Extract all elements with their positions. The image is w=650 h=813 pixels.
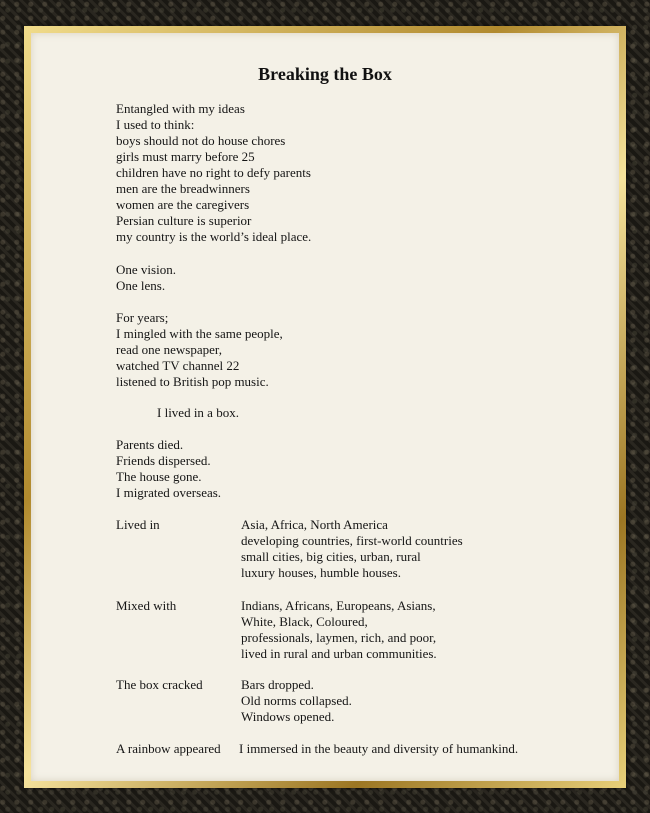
rainbow-label: A rainbow appeared — [116, 741, 221, 756]
poem-line: girls must marry before 25 — [116, 149, 255, 164]
poem-line: One vision. — [116, 262, 176, 277]
poem-line: Entangled with my ideas — [116, 101, 245, 116]
poem-line: Friends dispersed. — [116, 453, 211, 468]
poem-line: children have no right to defy parents — [116, 165, 311, 180]
lived-in-label: Lived in — [116, 517, 160, 532]
stanza-3 — [116, 310, 283, 390]
poem-line: read one newspaper, — [116, 342, 222, 357]
stanza-1 — [116, 101, 311, 245]
mixed-with-label: Mixed with — [116, 598, 177, 613]
poem-line: watched TV channel 22 — [116, 358, 240, 373]
poem-line: Old norms collapsed. — [241, 693, 352, 708]
poem-line: women are the caregivers — [116, 197, 250, 212]
poem-line: professionals, laymen, rich, and poor, — [241, 630, 437, 645]
poem-line: men are the breadwinners — [116, 181, 250, 196]
box-cracked-label: The box cracked — [116, 677, 203, 692]
stanza-4 — [116, 437, 221, 501]
poem-line: lived in rural and urban communities. — [241, 646, 437, 661]
stanza-2 — [116, 262, 176, 294]
poem-line: One lens. — [116, 278, 166, 293]
poem-line: small cities, big cities, urban, rural — [241, 549, 421, 564]
poem-line: Persian culture is superior — [116, 213, 252, 228]
poem-line: For years; — [116, 310, 169, 325]
poem-line: Bars dropped. — [241, 677, 314, 692]
box-line — [157, 405, 239, 421]
poem-line: The house gone. — [116, 469, 202, 484]
poem-line: I lived in a box. — [157, 405, 239, 420]
poem-title: Breaking the Box — [258, 64, 392, 84]
poem-line: Parents died. — [116, 437, 184, 452]
poem-line: Windows opened. — [241, 709, 335, 724]
box-cracked-lines — [241, 677, 352, 725]
poem-line: my country is the world’s ideal place. — [116, 229, 312, 244]
poem-line: I migrated overseas. — [116, 485, 222, 500]
poem-line: developing countries, first-world countries — [241, 533, 463, 548]
poem-line: Asia, Africa, North America — [241, 517, 388, 532]
poem-line: listened to British pop music. — [116, 374, 269, 389]
rainbow-line: I immersed in the beauty and diversity of humankind. — [239, 741, 519, 756]
poem-line: White, Black, Coloured, — [241, 614, 368, 629]
poem-line: I used to think: — [116, 117, 195, 132]
poem-line: Indians, Africans, Europeans, Asians, — [241, 598, 436, 613]
mixed-with-lines — [241, 598, 437, 662]
poem-line: I mingled with the same people, — [116, 326, 283, 341]
lived-in-lines — [241, 517, 463, 581]
poem-line: luxury houses, humble houses. — [241, 565, 401, 580]
poem-line: boys should not do house chores — [116, 133, 286, 148]
